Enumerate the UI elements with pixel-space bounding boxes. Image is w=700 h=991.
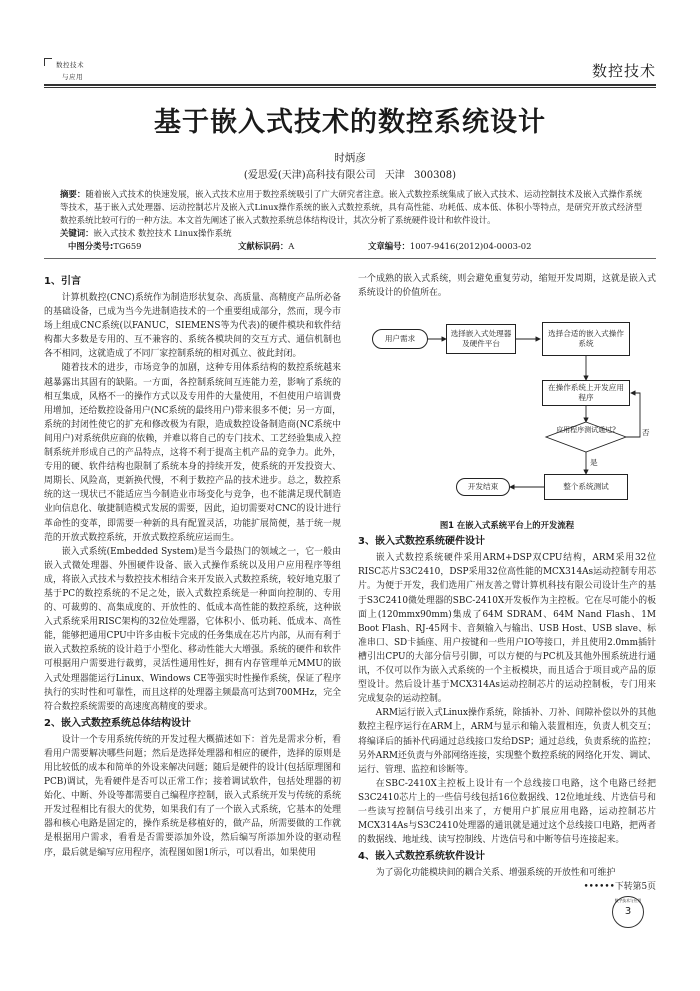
node-select-embedded-os: 选择合适的嵌入式操作系统 (542, 322, 630, 356)
label-no: 否 (642, 428, 650, 438)
badge-text: 数字技术与应用 (614, 898, 642, 903)
page-number-badge (612, 896, 644, 928)
section-3-paragraph-1: 嵌入式数控系统硬件采用ARM+DSP双CPU结构，ARM采用32位RISC芯片S3C2410，DSP采用32位高性能的MCX314As运动控制专用芯片。为便于开发，我们选用广州友善之臂计算机科技有限公司设计生产的基于S3C2410微处理器的SBC-2410X开发板作为主控板。它在尽可能小的板面上(120mmx90mm)集成了64M SDRAM、64M Nand Flash、1M Boot Flash、RJ-45网卡、音频输入与输出、USB Host、USB slave、标准串口、SD卡插座、用户按键和一些用户IO等接口，并且使用2.0mm插针槽引出CPU的大部分信号引脚，可以方便的与PC机及其他外围系统进行通讯，不仅可以作为嵌入式系统的一个主板模块，而且适合于项目或产品的原型设计。然后设计基于MCX314As运动控制芯片的运动控制板，专门用来完成复杂的运动控制。 (358, 553, 656, 705)
section-4-heading: 4、嵌入式数控系统软件设计 (358, 851, 485, 863)
keywords-label: 关键词： (60, 228, 94, 238)
node-system-test: 整个系统测试 (544, 474, 628, 500)
header-divider-thin (44, 87, 656, 88)
doc-code-label: 文献标识码： (238, 241, 289, 251)
clc-value: TG659 (113, 241, 142, 251)
abstract-text: 随着嵌入式技术的快速发展，嵌入式技术应用于数控系统吸引了广大研究者注意。嵌入式数控系统集成了嵌入式技术、运动控制技术及嵌入式操作系统等技术，基于嵌入式处理器、运动控制芯片及嵌入式Linux操作系统的嵌入式数控系统，具有高性能、功耗低、成本低、体积小等特点，是研究开放式经济型数控系统比较可行的一种方法。本文首先阐述了嵌入式数控系统总体结构设计，其次分析了系统硬件设计和软件设计。 (60, 189, 643, 225)
page-number: 3 (624, 906, 632, 917)
left-column (44, 272, 341, 860)
abstract-label: 摘要： (60, 189, 86, 199)
section-2-paragraph-1: 设计一个专用系统传统的开发过程大概描述如下：首先是需求分析，看看用户需要解决哪些问题；然后是选择处理器和相应的硬件，选择的原则是用比较低的成本和简单的外设来解决问题；随后是硬件的设计(包括原理图和PCB)调试，先看硬件是否可以正常工作；接着调试软件，包括处理器的初始化、中断、外设等都需要自己编程序控制，嵌入式系统开发与传统的系统开发过程相比有很大的优势，如果我们有了一个嵌入式系统，它基本的处理器和核心电路是固定的，操作系统是移植好的，做产品，所需要做的工作就是根据用户需求，看看是否需要添加外设，然后编写所添加外设的驱动程序，最后就是编写应用程序，流程图如图1所示，可以看出，如果使用 (44, 734, 341, 858)
clc-row (68, 240, 142, 252)
doc-code-value: A (288, 241, 295, 251)
logo-line2: 与应用 (62, 73, 83, 81)
section-3-paragraph-2: ARM运行嵌入式Linux操作系统，除插补、刀补、间隙补偿以外的其他数控主程序运行在ARM上，ARM与显示和输入装置相连，负责人机交互；将编译后的插补代码通过总线接口发给DSP；通过总线，负责系统的监控；另外ARM还负责与外部网络连接，实现整个数控系统的网络化开发、调试、运行、管理、监控和诊断等。 (358, 708, 656, 775)
abstract-divider (44, 258, 656, 259)
header-divider (44, 84, 656, 86)
node-develop-app: 在操作系统上开发应用程序 (542, 380, 630, 406)
label-yes: 是 (590, 458, 598, 468)
section-1-heading: 1、引言 (44, 276, 81, 287)
abstract (60, 188, 642, 240)
node-dev-end: 开发结束 (456, 478, 510, 496)
continued-note: ••••••下转第5页 (583, 882, 656, 893)
section-4-paragraph-1: 为了弱化功能模块间的耦合关系、增强系统的开放性和可维护 (375, 868, 616, 879)
article-no-value: 1007-9416(2012)04-0003-02 (409, 241, 532, 251)
right-column (358, 272, 656, 894)
keywords: 嵌入式技术 数控技术 Linux操作系统 (93, 228, 232, 238)
logo-corner-mark (44, 58, 52, 66)
logo-line1: 数控技术 (56, 61, 84, 69)
section-1-paragraph-3: 嵌入式系统(Embedded System)是当今最热门的领域之一，它一般由嵌入式微处理器、外围硬件设备、嵌入式操作系统以及用户应用程序等组成，将嵌入式技术与数控技术相结合来开发嵌入式数控系统，较好地克服了基于PC的数控系统的不足之处，嵌入式数控系统是一种面向控制的、专用的、可裁剪的、高集成度的、开放性的、低成本高性能的数控系统，这种嵌入式系统采用RISC架构的32位处理器，它体积小、低功耗、低成本、高性能，能够把通用CPU中许多由板卡完成的任务集成在芯片内部，从而有利于嵌入式数控系统的设计趋于小型化、移动性能大大增强。系统的硬件和软件可根据用户需要进行裁剪，灵活性通用性好，拥有内存管理单元MMU的嵌入式处理器能运行Linux、Windows CE等强实时性操作系统，保证了程序执行的实时性和可靠性，而且这样的处理器主频最高可达到700MHz，完全符合数控系统需要的高速度高精度的要求。 (44, 546, 341, 712)
node-select-platform: 选择嵌入式处理器及硬件平台 (446, 324, 516, 354)
journal-logo (44, 58, 102, 86)
author: 时炳彦 (334, 152, 366, 164)
clc-label: 中图分类号: (68, 241, 114, 251)
section-1-paragraph-1: 计算机数控(CNC)系统作为制造形状复杂、高质量、高精度产品所必备的基础设备，已成为当今先进制造技术的一个重要组成部分，然而，现今市场上组成CNC系统(以FANUC，SIEMENS等为代表)的硬件模块和软件结构都大多数是专用的、互不兼容的、系统各模块间的交互方式、通信机制也各不相同，这就造成了不同厂家控制系统的相对孤立、彼此封闭。 (44, 293, 341, 360)
node-test-decision: 应用程序测试通过? (556, 426, 616, 435)
figure-1-caption: 图1 在嵌入式系统平台上的开发流程 (439, 520, 575, 531)
section-1-paragraph-2: 随着技术的进步，市场竞争的加剧，这种专用体系结构的数控系统越来越暴露出其固有的缺陷。一方面，各控制系统间互连能力差，影响了系统的相互集成，风格不一的操作方式以及专用件的大量使用，不但使用户培训费用增加，还给数控设备用户(NC系统的最终用户)带来很多不便；另一方面，系统的封闭性使它的扩充和修改极为有限，造成数控设备制造商(NC系统中间用户)对系统供应商的依赖，并难以将自己的专门技术、工艺经验集成入控制系统并形成自己的产品特点，这将不利于提高主机产品的竞争力。此外，专用的硬、软件结构也限制了系统本身的持续开发，使系统的开发投资大、周期长、风险高，更新换代慢，不利于数控产品的技术进步。总之，数控系统的这一现状已不能适应当今制造业市场变化与竞争，也不能满足现代制造业向信息化、敏捷制造模式发展的需要，因此，迫切需要对CNC的设计进行革命性的变革，即需要一种新的具有配置灵活，功能扩展简便，基于统一规范的开放式数控系统，开放式数控系统应运而生。 (44, 363, 341, 543)
section-2-paragraph-2: 一个成熟的嵌入式系统，则会避免重复劳动，缩短开发周期，这就是嵌入式系统设计的价值所在。 (358, 274, 656, 299)
affiliation: (爱思爱(天津)高科技有限公司 天津 300308) (243, 170, 457, 181)
article-no-label: 文章编号： (368, 241, 410, 251)
node-user-needs: 用户需求 (372, 329, 428, 349)
section-2-heading: 2、嵌入式数控系统总体结构设计 (44, 717, 191, 729)
section-3-paragraph-3: 在SBC-2410X主控板上设计有一个总线接口电路，这个电路已经把S3C2410芯片上的一些信号线包括16位数据线、12位地址线、片选信号和一些读写控制信号线引出来了，方便用户扩展应用电路，运动控制芯片MCX314As与S3C2410处理器的通讯就是通过这个总线接口电路，把两者的数据线、地址线、读写控制线、片选信号和中断等信号连接起来。 (358, 778, 656, 846)
doc-code-row (238, 240, 294, 252)
article-no-row (368, 240, 531, 252)
article-title: 基于嵌入式技术的数控系统设计 (154, 107, 546, 138)
section-3-heading: 3、嵌入式数控系统硬件设计 (358, 536, 485, 548)
section-title: 数控技术 (591, 62, 656, 80)
figure-1-flowchart (358, 302, 656, 514)
